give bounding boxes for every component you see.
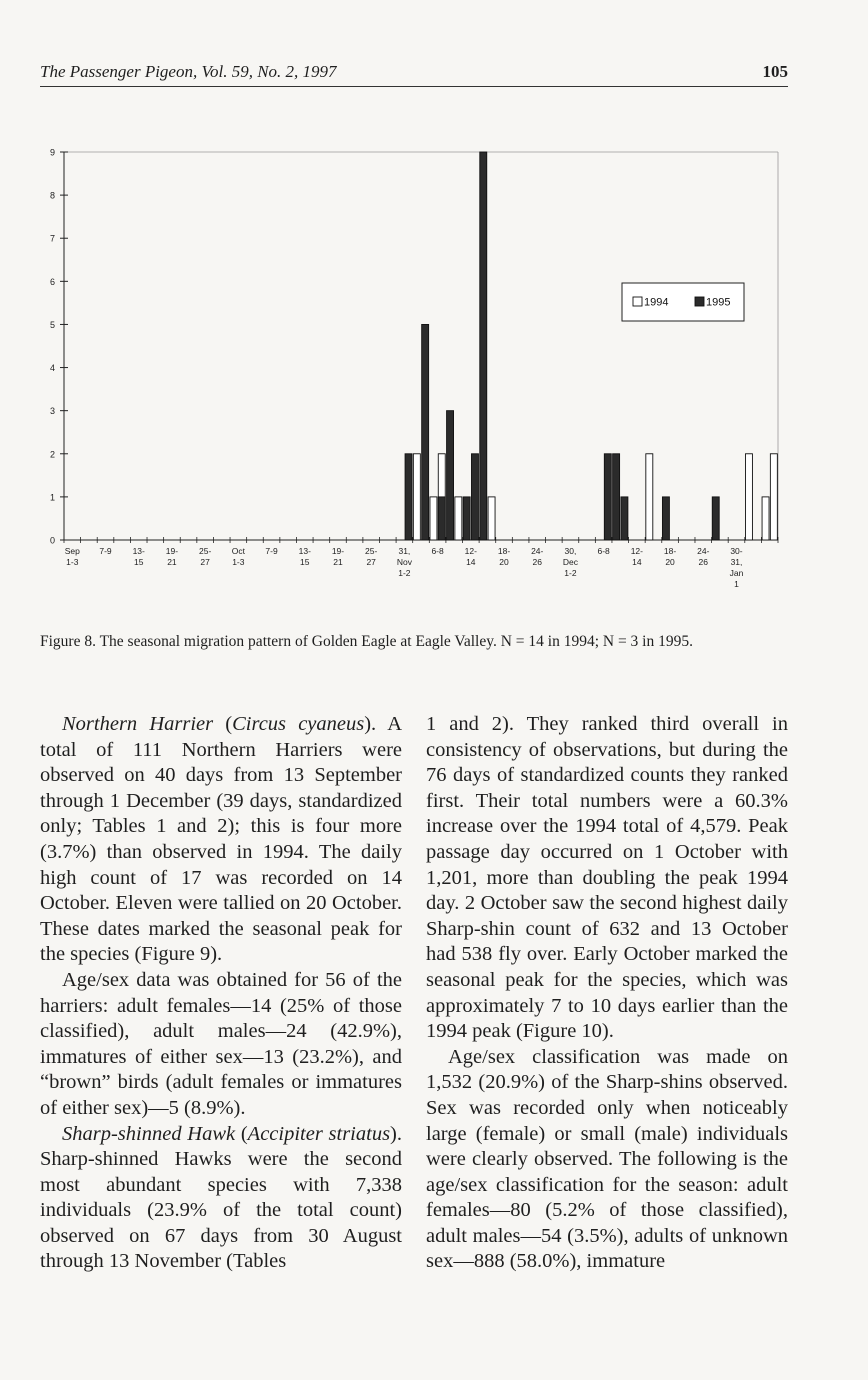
bar-1995 <box>662 497 669 540</box>
bar-1995 <box>712 497 719 540</box>
y-tick-label: 6 <box>49 276 55 287</box>
paragraph-text: ). Sharp-shinned Hawks were the second most abundant species with 7,338 individuals (23.9% of the total count) observed on 67 days from 30 August through 13 November (Tables <box>40 1122 402 1273</box>
running-head <box>40 60 788 87</box>
golden-eagle-chart <box>0 130 868 610</box>
legend-swatch-1994 <box>633 297 642 306</box>
x-tick-label: 1 <box>734 579 739 589</box>
legend-swatch-1995 <box>695 297 704 306</box>
x-tick-label: 1-3 <box>66 557 79 567</box>
bar-1994 <box>745 454 752 540</box>
y-tick-label: 0 <box>49 535 55 546</box>
bar-1994 <box>770 454 777 540</box>
paragraph-harrier-age-sex: Age/sex data was obtained for 56 of the harriers: adult females—14 (25% of those classified), adult males—24 (42.9%), immatures of either sex—13 (23.2%), and “brown” birds (adult females or immatures of either sex)—5 (8.9%). <box>40 968 402 1119</box>
x-tick-label: 27 <box>200 557 210 567</box>
x-tick-label: 6-8 <box>431 546 444 556</box>
x-tick-label: 1-2 <box>398 568 411 578</box>
bar-1994 <box>646 454 653 540</box>
x-tick-label: Oct <box>231 546 245 556</box>
y-tick-label: 4 <box>49 363 55 374</box>
chart-legend <box>622 283 744 321</box>
bar-1995 <box>405 454 412 540</box>
figure-caption: Figure 8. The seasonal migration pattern of Golden Eagle at Eagle Valley. N = 14 in 1994; N = 3 in 1995. <box>40 633 693 650</box>
x-tick-label: 26 <box>698 557 709 567</box>
y-tick-label: 1 <box>49 492 55 503</box>
bar-1995 <box>604 454 611 540</box>
bar-1995 <box>621 497 628 540</box>
paragraph-northern-harrier <box>40 712 402 968</box>
legend-label-1994: 1994 <box>644 296 669 309</box>
scientific-name: Accipiter striatus <box>247 1122 391 1145</box>
journal-title: The Passenger Pigeon, Vol. 59, No. 2, 1997 <box>40 62 337 81</box>
x-tick-label: 21 <box>333 557 343 567</box>
x-tick-label: 24- <box>697 546 710 556</box>
x-tick-label: 13- <box>298 546 311 556</box>
y-tick-label: 2 <box>49 449 55 460</box>
x-tick-label: 1-3 <box>232 557 245 567</box>
x-tick-label: 12- <box>630 546 644 556</box>
page-number: 105 <box>762 62 788 81</box>
paragraph-sharp-shinned <box>40 1122 402 1276</box>
x-tick-label: 7-9 <box>265 546 278 556</box>
x-tick-label: Jan <box>729 568 744 578</box>
body-column-left <box>40 712 402 1275</box>
x-tick-label: 14 <box>466 557 476 567</box>
x-tick-label: Sep <box>64 546 80 556</box>
y-tick-label: 3 <box>49 406 55 417</box>
x-tick-label: 15 <box>133 557 144 567</box>
x-tick-label: 1-2 <box>564 568 577 578</box>
bar-1994 <box>430 497 437 540</box>
paren: ( <box>213 713 233 735</box>
x-tick-label: 24- <box>531 546 544 556</box>
species-name: Northern Harrier <box>62 713 214 735</box>
y-tick-label: 7 <box>49 233 55 244</box>
bar-1994 <box>488 497 495 540</box>
x-tick-label: 15 <box>300 557 310 567</box>
bar-1995 <box>422 324 429 540</box>
bar-1994 <box>455 497 462 540</box>
paragraph-sharp-shin-continued: 1 and 2). They ranked third overall in consistency of observations, but during the 76 days of standardized counts they ranked first. Their total numbers were a 60.3% increase over the 1994 total of 4,579. Peak passage day occurred on 1 October with 1,201, more than doubling the peak 1994 day. 2 October saw the second highest daily Sharp-shin count of 632 and 13 October had 538 fly over. Early October marked the seasonal peak for the species, which was approximately 7 to 10 days earlier than the 1994 peak (Figure 10). <box>426 713 788 1043</box>
x-tick-label: Nov <box>396 557 412 567</box>
x-tick-label: 6-8 <box>597 546 610 556</box>
bar-1995 <box>480 152 487 540</box>
legend-label-1995: 1995 <box>706 296 731 309</box>
paragraph-text: ). A total of 111 Northern Harriers were observed on 40 days from 13 September through 1 December (39 days, standardized only; Tables 1 and 2); this is four more (3.7%) than observed in 1994. The daily high count of 17 was recorded on 14 October. Eleven were tallied on 20 October. These dates marked the seasonal peak for the species (Figure 9). <box>40 713 403 966</box>
paren: ( <box>235 1122 248 1145</box>
y-tick-label: 5 <box>49 319 55 330</box>
x-tick-label: 18- <box>497 546 511 556</box>
y-tick-label: 8 <box>49 190 55 201</box>
x-tick-label: 19- <box>165 546 179 556</box>
bar-1994 <box>413 454 420 540</box>
x-tick-label: 7-9 <box>99 546 112 556</box>
x-tick-label: 25- <box>198 546 212 556</box>
x-tick-label: 25- <box>365 546 378 556</box>
paragraph-sharp-shin-age-sex: Age/sex classification was made on 1,532 (20.9%) of the Sharp-shins observed. Sex was recorded only when noticeably large (female) or small (male) individuals were clearly observed. The following is the age/sex classification for the season: adult females—80 (5.2% of those classified), adult males—54 (3.5%), adults of unknown sex—888 (58.0%), immature <box>426 1045 788 1273</box>
x-tick-label: 14 <box>632 557 642 567</box>
x-tick-label: 26 <box>532 557 542 567</box>
x-tick-label: 21 <box>167 557 177 567</box>
x-tick-label: 13- <box>132 546 145 556</box>
x-tick-label: 18- <box>663 546 677 556</box>
x-tick-label: Dec <box>562 557 579 567</box>
x-tick-label: 19- <box>331 546 345 556</box>
bar-1995 <box>471 454 478 540</box>
bar-1995 <box>447 411 454 540</box>
bar-1995 <box>438 497 445 540</box>
x-tick-label: 12- <box>464 546 477 556</box>
species-name: Sharp-shinned Hawk <box>62 1122 236 1145</box>
x-tick-label: 30- <box>730 546 743 556</box>
body-column-right <box>426 712 788 1275</box>
scientific-name: Circus cyaneus <box>232 713 365 735</box>
x-tick-label: 20 <box>499 557 509 567</box>
bar-1994 <box>762 497 769 540</box>
bar-1995 <box>463 497 470 540</box>
x-tick-label: 30, <box>564 546 577 556</box>
x-tick-label: 31, <box>730 557 743 567</box>
bar-1995 <box>613 454 620 540</box>
x-tick-label: 20 <box>665 557 675 567</box>
x-tick-label: 31, <box>398 546 411 556</box>
x-tick-label: 27 <box>366 557 376 567</box>
y-tick-label: 9 <box>49 147 55 158</box>
